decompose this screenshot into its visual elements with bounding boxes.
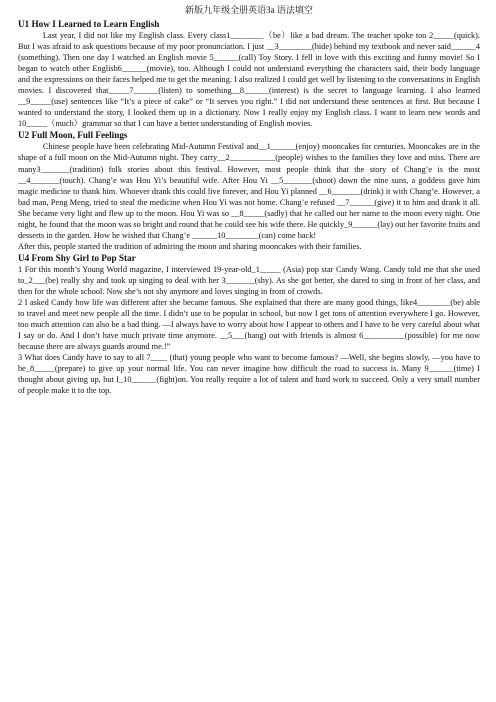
passage-paragraph: 3 What does Candy have to say to all 7____ (that) young people who want to become famous? —Well, she begins slowly, —you have to be_8_____(prepare) to give up your normal life. You can never imagine how difficult the road to success is. Many 9______(time) I thought about giving up, but I_10______(fight)on. You really require a lot of talent and hard work to succeed. Only a very small number of people make it to the top. bbox=[18, 353, 480, 396]
section-u1 bbox=[18, 18, 480, 129]
section-heading: U2 Full Moon, Full Feelings bbox=[18, 130, 128, 141]
section-heading: U1 How I Learned to Learn English bbox=[18, 19, 160, 29]
section-heading: U4 From Shy Girl to Pop Star bbox=[18, 252, 136, 263]
section-u4 bbox=[18, 252, 480, 397]
passage-paragraph: Last year, I did not like my English class. Every class1________（be）like a bad dream. The teacher spoke too 2_____(quick). But I was afraid to ask questions because of my poor pronunciation. I just __3________(hide) behind my textbook and never said______4 (something). Then one day I watched an English movie 5______(call) Toy Story. I fell in love with this exciting and funny movie! So I began to watch other English6______(movie), too. Although I could not understand everything the characters said, their body language and the expressions on their faces helped me to get the meaning. I also realized I could get well by listening to the conversations in English movies. I discovered that_____7______(listen) to something__8______(interest) is the secret to language learning. I also learned __9_____(use) sentences like “It’s a piece of cake” or “It serves you right.” I did not understand these sentences at first. But because I wanted to understand the story, I looked them up in a dictionary. Now I really enjoy my English class. I want to learn new words and 10_____（much）grammar so that I can have a better understanding of English movies. bbox=[18, 31, 480, 129]
passage-paragraph: 1 For this month’s Young World magazine, I interviewed 19-year-old_1_____ (Asia) pop star Candy Wang. Candy told me that she used to_2___(be) really shy and took up singing to deal with her 3_______(shy). As she got better, she dared to sing in front of her class, and then for the whole school. Now she’s not shy anymore and loves singing in front of crowds. bbox=[18, 264, 480, 296]
document-title: 新版九年级全册英语3a 语法填空 bbox=[185, 5, 313, 15]
section-u2 bbox=[18, 129, 480, 251]
passage-paragraph: After this, people started the tradition of admiring the moon and sharing mooncakes with their families. bbox=[18, 241, 362, 251]
passage-paragraph: 2 I asked Candy how life was different after she became famous. She explained that there are many good things, like4________(be) able to travel and meet new people all the time. I didn’t use to be popular in school, but now I get tons of attention everywhere I go. However, too much attention can also be a bad thing. —I always have to worry about how I appear to others and I have to be very careful about what I say or do. And I don’t have much private time anymore. __5___(hang) out with friends is almost 6__________(possible) for me now because there are always guards around me.!” bbox=[18, 298, 480, 352]
passage-paragraph: Chinese people have been celebrating Mid-Autumn Festival and__1______(enjoy) mooncakes for centuries. Mooncakes are in the shape of a full moon on the Mid-Autumn night. They carry__2___________(people) wishes to the families they love and miss. There are many3_______(tradition) folk stories about this festival. However, most people think that the story of Chang’e is the most __4_______(touch). Chang’e was Hou Yi’s beautiful wife. After Hou Yi __5_______(shoot) down the nine suns, a goddess gave him magic medicine to thank him. Whoever drank this could live forever, and Hou Yi planned __6_______(drink) it with Chang’e. However, a bad man, Peng Meng, tried to steal the medicine when Hou Yi was not home. Chang’e refused __7______(give) it to him and drank it all. She became very light and flew up to the moon. Hou Yi was so __8_____(sadly) that he called out her name to the moon every night. One night, he found that the moon was so bright and round that he could see his wife there. He quickly_9______(lay) out her favorite fruits and desserts in the garden. How he wished that Chang’e ______10________(can) come back! bbox=[18, 142, 480, 240]
